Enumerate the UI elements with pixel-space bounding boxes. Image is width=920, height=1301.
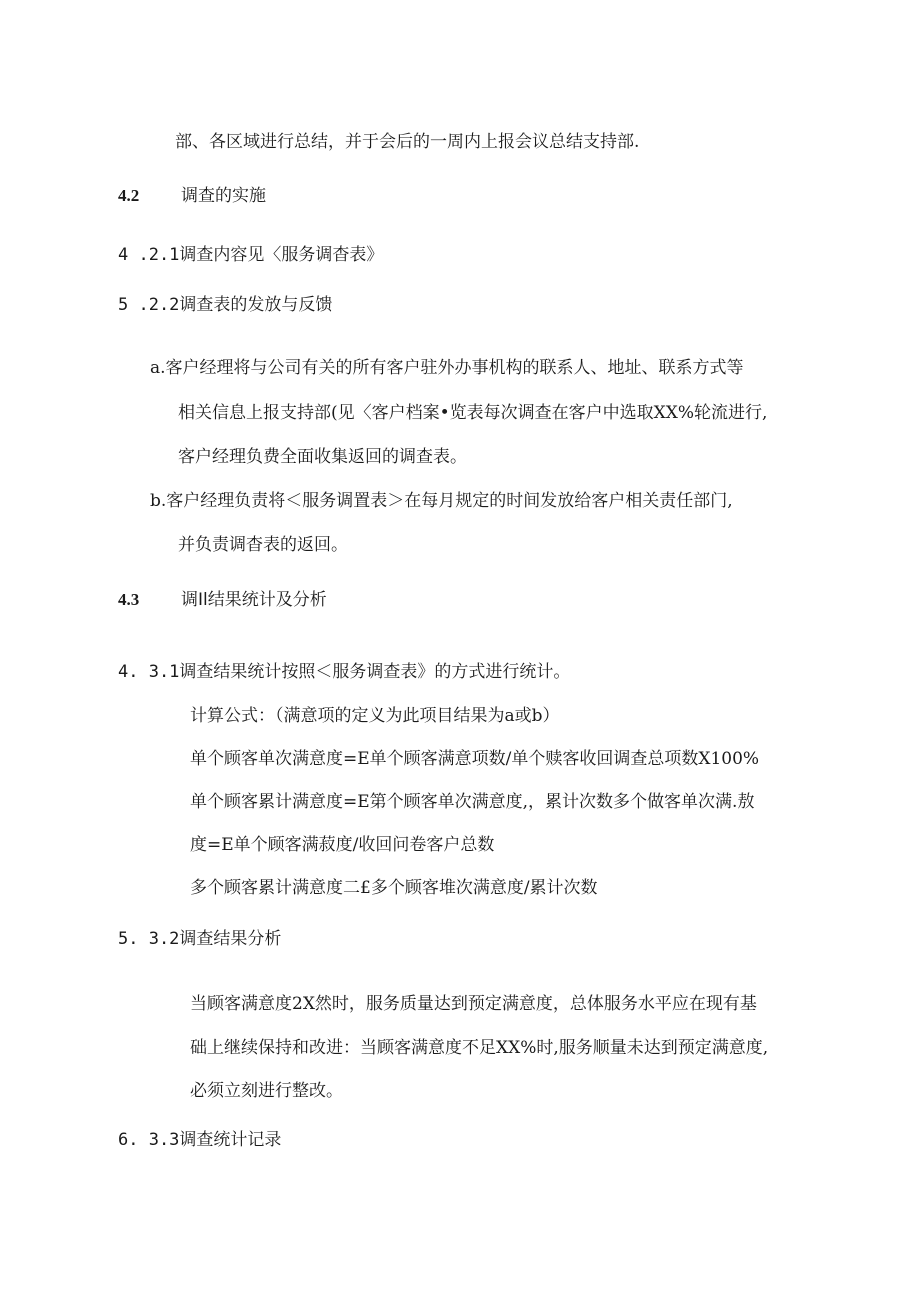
section-number: 4.3 [118, 590, 140, 609]
analysis-line-1: 当顾客满意度2X然时，服务质量达到预定满意度，总体服务水平应在现有基 [190, 994, 757, 1014]
section-number: 4.2 [118, 186, 140, 205]
paragraph-a-line-1: a.客户经理将与公司有关的所有客户驻外办事机构的联系人、地址、联系方式等 [150, 358, 744, 378]
paragraph-b-line-1: b.客户经理负责将＜服务调置表＞在每月规定的时间发放给客户相关责任部门, [150, 491, 733, 511]
paragraph-b-line-2: 并负责调杳表的返回。 [178, 535, 348, 555]
item-4-2-2: 5 .2.2调查表的发放与反馈 [118, 295, 333, 315]
section-title: 调Il结果统计及分析 [181, 590, 327, 610]
item-4-3-2: 5. 3.2调查结果分析 [118, 929, 282, 949]
item-4-2-1: 4 .2.1调查内容见〈服务调杳表》 [118, 245, 384, 265]
paragraph-a-line-2: 相关信息上报支持部(见〈客户档案•览表每次调查在客户中选取XX%轮流进行, [178, 403, 768, 423]
analysis-line-2: 础上继续保持和改进：当顾客满意度不足XX%时,服务顺量未达到预定满意度, [190, 1038, 769, 1058]
formula-line-4: 多个顾客累计满意度二£多个顾客堆次满意度/累计次数 [190, 878, 598, 898]
item-4-3-1: 4. 3.1调查结果统计按照＜服务调查表》的方式进行统计。 [118, 662, 571, 682]
intro-line: 部、各区域进行总结，并于会后的一周内上报会议总结支持部. [175, 132, 640, 152]
section-title: 调查的实施 [181, 186, 266, 206]
paragraph-a-line-3: 客户经理负费全面收集返回的调查表。 [178, 447, 467, 467]
formula-line-1: 单个顾客单次满意度=E单个顾客满意项数/单个赎客收回调查总项数X100% [190, 749, 760, 769]
formula-line-2: 单个顾客累计满意度=E第个顾客单次满意度,，累计次数多个做客单次满.敖 [190, 792, 755, 812]
formula-intro: 计算公式：（满意项的定义为此项目结果为a或b） [190, 706, 560, 726]
item-4-3-3: 6. 3.3调查统计记录 [118, 1130, 282, 1150]
formula-line-3: 度=E单个顾客满菽度/收回问卷客户总数 [190, 835, 495, 855]
analysis-line-3: 必须立刻进行整改。 [190, 1081, 343, 1101]
